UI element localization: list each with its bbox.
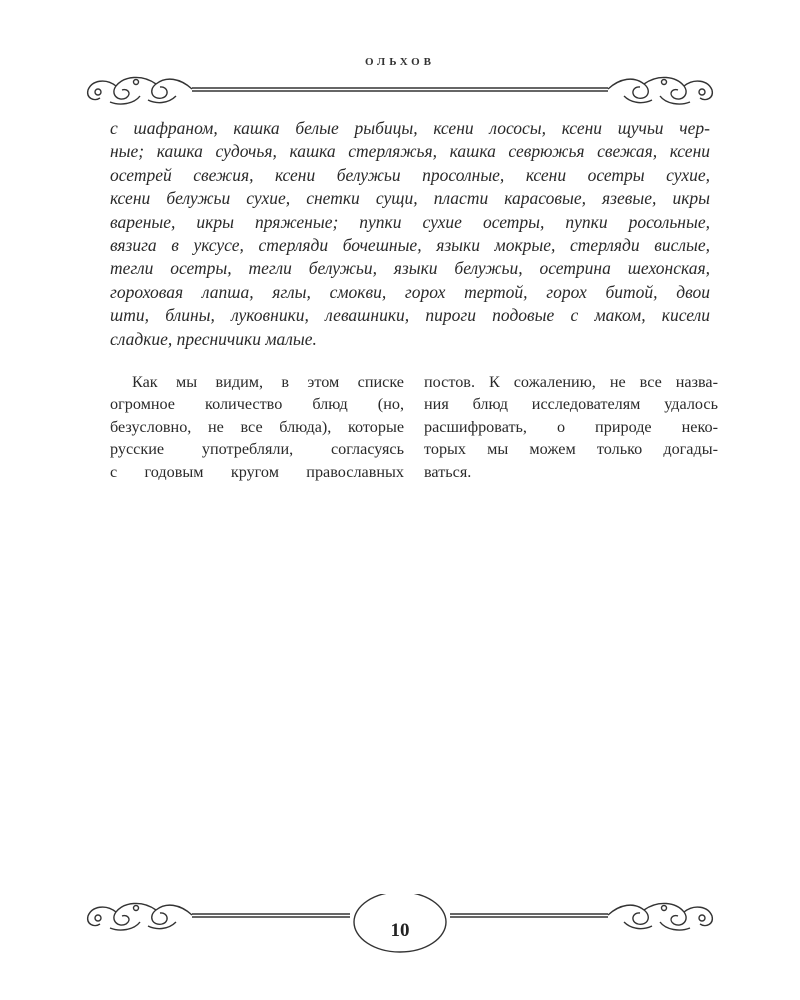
text-line: Как мы видим, в этом списке	[132, 373, 404, 391]
text-line: с шафраном, кашка белые рыбицы, ксени лососы, ксени щучьи чер-	[110, 118, 710, 138]
body-column-right	[424, 371, 718, 483]
text-line: гороховая лапша, яглы, смокви, горох тертой, горох битой, двои	[110, 281, 710, 302]
text-line: шти, блины, луковники, левашники, пироги подовые с маком, кисели	[110, 305, 710, 326]
dish-list-italic	[110, 117, 710, 351]
text-line: безусловно, не все блюда), которые	[110, 417, 404, 436]
text-line: торых мы можем только догады-	[424, 440, 718, 459]
text-line: сладкие, пресничики малые.	[110, 328, 317, 349]
body-column-left	[110, 371, 404, 483]
text-line: огромное количество блюд (но,	[110, 395, 404, 414]
page-number: 10	[390, 920, 410, 941]
text-line: с годовым кругом православных	[110, 462, 404, 481]
text-line: расшифровать, о природе неко-	[424, 417, 718, 436]
text-line: ксени белужьи сухие, снетки сущи, пласти карасовые, язевые, икры	[110, 188, 710, 209]
text-line: ния блюд исследователям удалось	[424, 395, 718, 414]
top-ornament-icon	[80, 68, 720, 112]
text-line: русские употребляли, согласуясь	[110, 440, 404, 459]
text-line: осетрей свежия, ксени белужьи просолные, ксени осетры сухие,	[110, 164, 710, 185]
text-line: ные; кашка судочья, кашка стерляжья, кашка севрюжья свежая, ксени	[110, 141, 710, 162]
text-line: тегли осетры, тегли белужьи, языки белужьи, осетрина шехонская,	[110, 258, 710, 279]
text-line: вязига в уксусе, стерляди бочешные, языки мокрые, стерляди вислые,	[110, 235, 710, 256]
running-title: ОЛЬХОВ	[365, 56, 435, 68]
text-line: ваться.	[424, 462, 472, 481]
text-line: постов. К сожалению, не все назва-	[424, 373, 718, 391]
text-line: вареные, икры пряженые; пупки сухие осетры, пупки росольные,	[110, 211, 710, 232]
